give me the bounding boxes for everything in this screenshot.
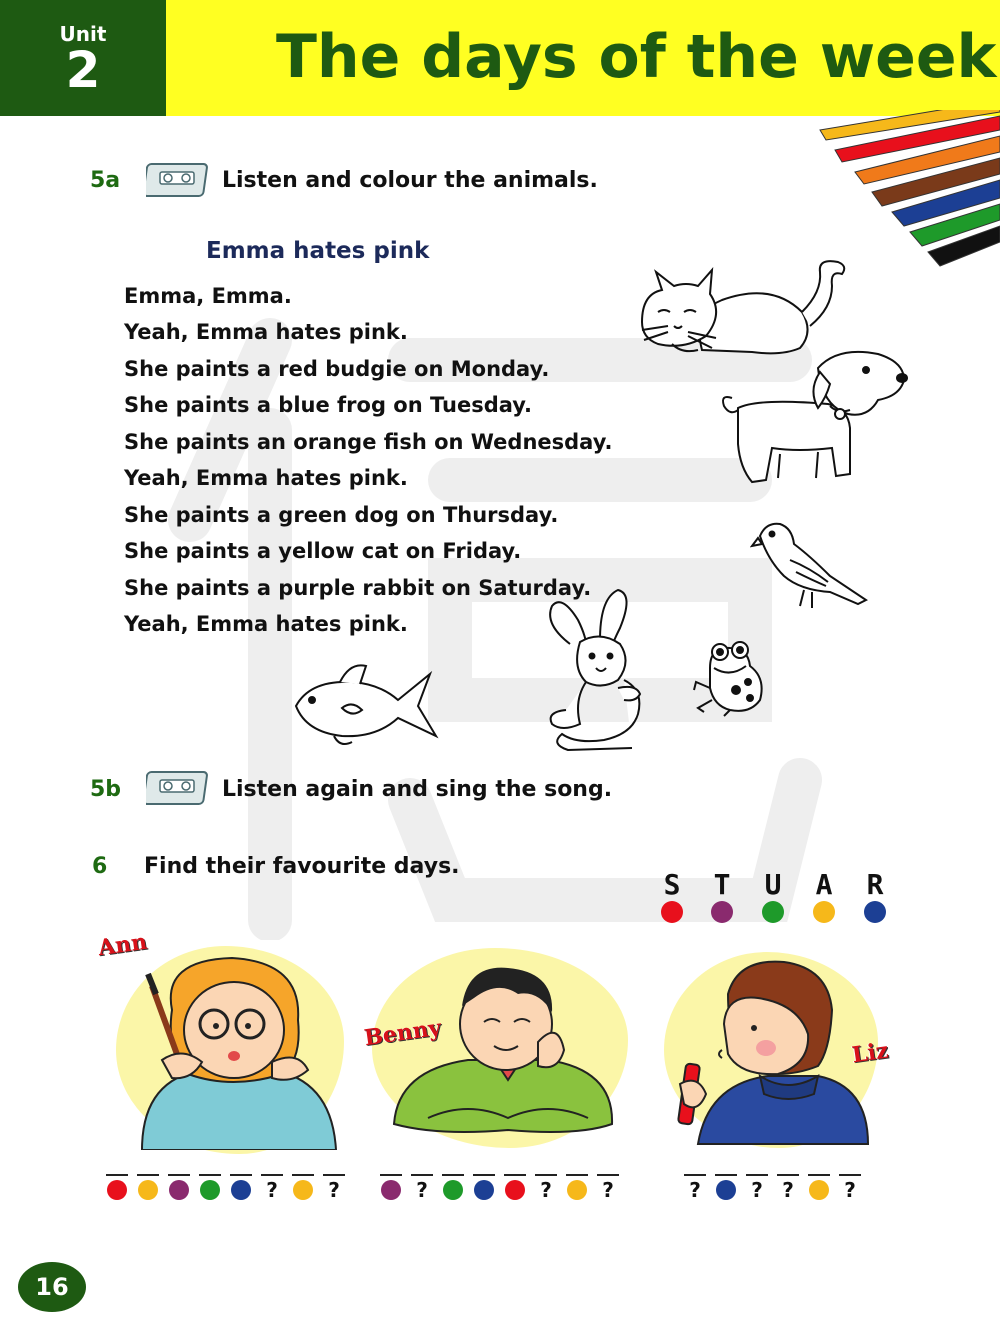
- song-line: She paints a green dog on Thursday.: [124, 503, 559, 527]
- answer-blank: [168, 1174, 190, 1176]
- code-dot: [231, 1180, 251, 1200]
- code-cell[interactable]: [290, 1170, 316, 1210]
- page-number: 16: [18, 1262, 86, 1312]
- key-item: [702, 868, 742, 927]
- key-letter: S: [663, 868, 681, 901]
- code-cell[interactable]: [440, 1170, 466, 1210]
- answer-blank: [715, 1174, 737, 1176]
- song-line: She paints a purple rabbit on Saturday.: [124, 576, 592, 600]
- code-cell[interactable]: [744, 1170, 770, 1210]
- song-line: She paints a blue frog on Tuesday.: [124, 393, 533, 417]
- code-cell[interactable]: [104, 1170, 130, 1210]
- code-dot: [716, 1180, 736, 1200]
- code-dot: [169, 1180, 189, 1200]
- exercise-5a-instruction: Listen and colour the animals.: [222, 168, 598, 193]
- exercise-6-number: 6: [92, 854, 108, 879]
- code-cell[interactable]: [533, 1170, 559, 1210]
- code-dot: [200, 1180, 220, 1200]
- frog-illustration[interactable]: [690, 638, 776, 718]
- key-item: [753, 868, 793, 927]
- code-cell[interactable]: [775, 1170, 801, 1210]
- code-cell[interactable]: [197, 1170, 223, 1210]
- kid-name-benny: Benny: [362, 1014, 443, 1052]
- kid-name-ann: Ann: [96, 928, 149, 962]
- song-title: Emma hates pink: [206, 238, 430, 264]
- unknown-mark: ?: [689, 1178, 701, 1202]
- song-line: She paints a yellow cat on Friday.: [124, 539, 522, 563]
- answer-blank: [106, 1174, 128, 1176]
- key-item: [652, 868, 692, 927]
- code-dot: [474, 1180, 494, 1200]
- answer-blank: [535, 1174, 557, 1176]
- code-cell[interactable]: [471, 1170, 497, 1210]
- page-title: The days of the week: [276, 22, 997, 92]
- code-cell[interactable]: [378, 1170, 404, 1210]
- answer-blank: [323, 1174, 345, 1176]
- code-dot: [107, 1180, 127, 1200]
- cassette-icon: [146, 768, 210, 808]
- unknown-mark: ?: [751, 1178, 763, 1202]
- answer-blank: [380, 1174, 402, 1176]
- unknown-mark: ?: [416, 1178, 428, 1202]
- code-dot: [809, 1180, 829, 1200]
- unknown-mark: ?: [328, 1178, 340, 1202]
- unknown-mark: ?: [266, 1178, 278, 1202]
- code-cell[interactable]: [166, 1170, 192, 1210]
- cat-illustration[interactable]: [632, 252, 854, 362]
- song-line: She paints an orange fish on Wednesday.: [124, 430, 613, 454]
- unknown-mark: ?: [844, 1178, 856, 1202]
- key-dot: [661, 901, 683, 923]
- answer-blank: [777, 1174, 799, 1176]
- unknown-mark: ?: [602, 1178, 614, 1202]
- key-dot: [813, 901, 835, 923]
- code-cell[interactable]: [564, 1170, 590, 1210]
- key-letter: A: [815, 868, 833, 901]
- code-cell[interactable]: [713, 1170, 739, 1210]
- exercise-5b-number: 5b: [90, 777, 122, 802]
- song-line: She paints a red budgie on Monday.: [124, 357, 550, 381]
- code-cell[interactable]: [502, 1170, 528, 1210]
- code-dot: [138, 1180, 158, 1200]
- benny-illustration: [378, 950, 624, 1146]
- key-item: [855, 868, 895, 927]
- unit-number: 2: [65, 41, 101, 99]
- ann-illustration: [122, 950, 342, 1150]
- answer-blank: [230, 1174, 252, 1176]
- song-line: Emma, Emma.: [124, 284, 292, 308]
- kid-name-liz: Liz: [850, 1037, 890, 1069]
- title-bar: [166, 0, 1000, 116]
- key-item: [804, 868, 844, 927]
- code-dot: [443, 1180, 463, 1200]
- code-cell[interactable]: [595, 1170, 621, 1210]
- liz-illustration: [668, 954, 876, 1146]
- code-dot: [505, 1180, 525, 1200]
- exercise-5b-instruction: Listen again and sing the song.: [222, 777, 613, 802]
- answer-blank: [839, 1174, 861, 1176]
- code-dot: [381, 1180, 401, 1200]
- unknown-mark: ?: [540, 1178, 552, 1202]
- answer-blank: [137, 1174, 159, 1176]
- code-cell[interactable]: [228, 1170, 254, 1210]
- cassette-icon: [146, 160, 210, 200]
- code-cell[interactable]: [259, 1170, 285, 1210]
- answer-blank: [808, 1174, 830, 1176]
- answer-blank: [504, 1174, 526, 1176]
- answer-blank: [597, 1174, 619, 1176]
- key-letter: U: [764, 868, 782, 901]
- code-dot: [293, 1180, 313, 1200]
- code-cell[interactable]: [409, 1170, 435, 1210]
- answer-blank: [261, 1174, 283, 1176]
- song-line: Yeah, Emma hates pink.: [124, 612, 408, 636]
- answer-blank: [199, 1174, 221, 1176]
- answer-blank: [746, 1174, 768, 1176]
- answer-blank: [684, 1174, 706, 1176]
- code-cell[interactable]: [682, 1170, 708, 1210]
- answer-blank: [292, 1174, 314, 1176]
- code-cell[interactable]: [837, 1170, 863, 1210]
- unit-label: Unit: [59, 22, 107, 46]
- fish-illustration[interactable]: [290, 656, 440, 748]
- unit-badge: [0, 0, 166, 116]
- code-cell[interactable]: [135, 1170, 161, 1210]
- song-line: Yeah, Emma hates pink.: [124, 466, 408, 490]
- code-cell[interactable]: [321, 1170, 347, 1210]
- answer-blank: [411, 1174, 433, 1176]
- code-dot: [567, 1180, 587, 1200]
- key-letter: T: [713, 868, 731, 901]
- key-dot: [864, 901, 886, 923]
- answer-blank: [442, 1174, 464, 1176]
- exercise-5a-number: 5a: [90, 168, 121, 193]
- rabbit-illustration[interactable]: [540, 584, 660, 754]
- unknown-mark: ?: [782, 1178, 794, 1202]
- key-dot: [711, 901, 733, 923]
- key-dot: [762, 901, 784, 923]
- code-cell[interactable]: [806, 1170, 832, 1210]
- exercise-6-instruction: Find their favourite days.: [144, 854, 460, 879]
- dog-illustration[interactable]: [718, 348, 910, 494]
- answer-blank: [473, 1174, 495, 1176]
- budgie-illustration[interactable]: [750, 516, 872, 616]
- colored-pencils-illustration: [800, 110, 1000, 270]
- answer-blank: [566, 1174, 588, 1176]
- song-line: Yeah, Emma hates pink.: [124, 320, 408, 344]
- key-letter: R: [866, 868, 884, 901]
